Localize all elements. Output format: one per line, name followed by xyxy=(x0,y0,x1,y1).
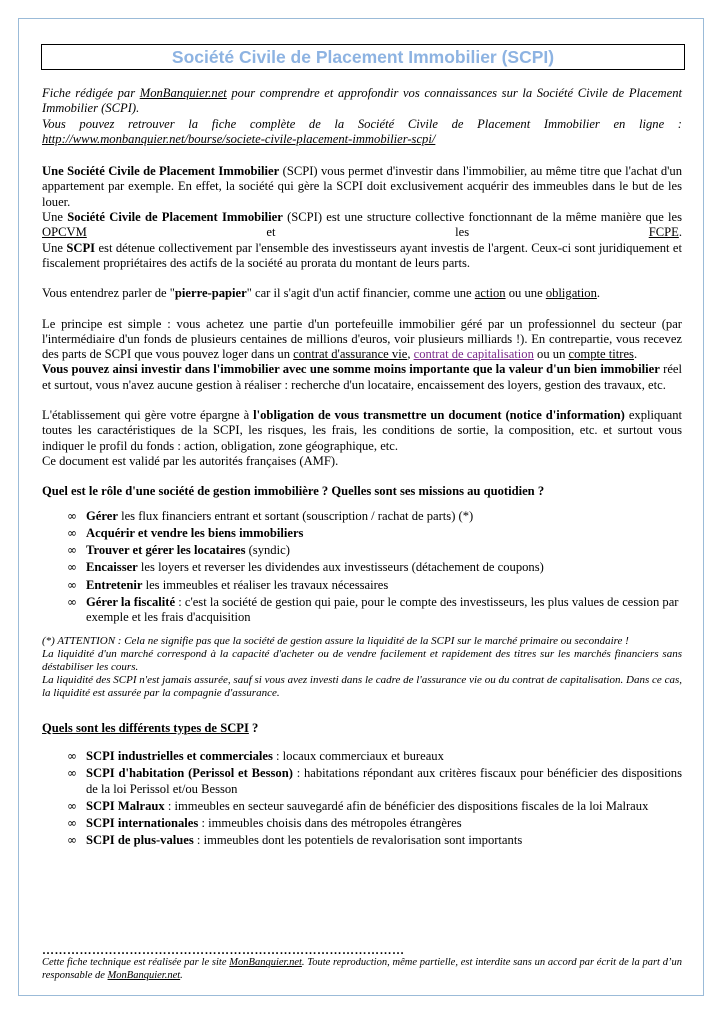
list-item: ∞ Acquérir et vendre les biens immobiliers xyxy=(67,525,304,540)
infinity-bullet-icon: ∞ xyxy=(67,766,77,781)
intro-paragraph: Fiche rédigée par MonBanquier.net pour comprendre et approfondir vos connaissances sur la Société Civile de Placement Immobilier (SCPI). xyxy=(42,86,682,116)
principe-bold-paragraph: Vous pouvez ainsi investir dans l'immobilier avec une somme moins importante que la valeur d'un bien immobilier réel et surtout, vous n'avez aucune gestion à réaliser : recherche d'un locataire, encaissement des loyers, gestion des travaux, etc. xyxy=(42,362,682,392)
infinity-bullet-icon: ∞ xyxy=(67,798,77,813)
list-item: ∞ SCPI industrielles et commerciales : locaux commerciaux et bureaux xyxy=(67,748,444,763)
list-item: ∞ Encaisser les loyers et reverser les dividendes aux investisseurs (détachement de coupons) xyxy=(67,560,544,575)
scpi-link[interactable]: SCPI xyxy=(220,720,249,735)
capitalisation-link[interactable]: contrat de capitalisation xyxy=(413,347,534,362)
opcvm-link[interactable]: OPCVM xyxy=(42,225,87,240)
list-item: ∞ Trouver et gérer les locataires (syndic) xyxy=(67,543,290,558)
footer-text: Cette fiche technique est réalisée par le site MonBanquier.net. Toute reproduction, même partielle, est interdite sans un accord par écrit de la part d’un responsable de MonBanquier.net. xyxy=(42,957,682,981)
principe-paragraph: Le principe est simple : vous achetez une partie d'un portefeuille immobilier géré par un professionnel du secteur (par l'intermédiaire d'un fonds de plusieurs centaines de millions d'euros, voir plusieurs milliards !). En contrepartie, vous recevez des parts de SCPI que vous pouvez loger dans un contrat d'assurance vie, contrat de capitalisation ou un compte titres. xyxy=(42,316,682,362)
infinity-bullet-icon: ∞ xyxy=(67,560,77,575)
attention-note: (*) ATTENTION : Cela ne signifie pas que la société de gestion assure la liquidité de la SCPI sur le marché primaire ou secondaire ! La liquidité d'un marché correspond à la capacité d'acheter ou de vendre facilement et rapidement des titres sur les marchés financiers sans déstabiliser les cours. La liquidité des SCPI n'est jamais assurée, sauf si vous avez investi dans le cadre de l'assurance vie ou du contrat de capitalisation. Dans ce cas, la liquidité est assurée par la compagnie d'assurance. xyxy=(42,634,682,700)
list-item: ∞ Entretenir les immeubles et réaliser les travaux nécessaires xyxy=(67,577,389,592)
action-link[interactable]: action xyxy=(474,286,506,301)
site-link[interactable]: MonBanquier.net xyxy=(139,86,227,100)
list-item: ∞ SCPI internationales : immeubles choisis dans des métropoles étrangères xyxy=(67,816,462,831)
list-item: ∞ Gérer les flux financiers entrant et sortant (souscription / rachat de parts) (*) xyxy=(67,508,474,523)
infinity-bullet-icon: ∞ xyxy=(67,833,77,848)
list-item: ∞ SCPI de plus-values : immeubles dont les potentiels de revalorisation sont importants xyxy=(67,833,523,848)
definition-line-1: Une Société Civile de Placement Immobilier (SCPI) vous permet d'investir dans l'immobilier, au même titre que l'achat d'un appartement par exemple. En effet, la société qui gère la SCPI doit exclusivement acquérir des immeubles dans le but de les louer. xyxy=(42,164,682,209)
online-url-link[interactable]: http://www.monbanquier.net/bourse/societe-civile-placement-immobilier-scpi/ xyxy=(42,131,436,146)
pierre-papier-paragraph: Vous entendrez parler de "pierre-papier" car il s'agit d'un actif financier, comme une action ou une obligation. xyxy=(42,286,601,301)
assurance-vie-link[interactable]: contrat d'assurance vie xyxy=(293,347,408,362)
infinity-bullet-icon: ∞ xyxy=(67,508,77,523)
footer-site-link-2[interactable]: MonBanquier.net xyxy=(107,970,181,981)
definition-line-2: Une Société Civile de Placement Immobilier (SCPI) est une structure collective fonctionnant de la même manière que les OPCVM et les FCPE. xyxy=(42,210,683,240)
types-heading: Quels sont les différents types de SCPI ? xyxy=(42,720,259,735)
page-title: Société Civile de Placement Immobilier (SCPI) xyxy=(41,44,685,70)
definition-line-3: Une SCPI est détenue collectivement par l'ensemble des investisseurs ayant investis de l'argent. Ceux-ci sont juridiquement et fiscalement propriétaires des actifs de la société au prorata du montant de leurs parts. xyxy=(42,240,682,270)
infinity-bullet-icon: ∞ xyxy=(67,748,77,763)
infinity-bullet-icon: ∞ xyxy=(67,577,77,592)
footer-site-link[interactable]: MonBanquier.net xyxy=(229,957,302,968)
obligation-link[interactable]: obligation xyxy=(545,286,597,301)
intro-online: Vous pouvez retrouver la fiche complète de la Société Civile de Placement Immobilier en ligne : http://www.monbanquier.net/bourse/societe-civile-placement-immobilier-scpi/ xyxy=(42,116,682,146)
compte-titres-link[interactable]: compte titres xyxy=(568,347,634,362)
footer xyxy=(42,944,682,982)
role-list xyxy=(42,509,682,626)
infinity-bullet-icon: ∞ xyxy=(67,543,77,558)
amf-line: Ce document est validé par les autorités françaises (AMF). xyxy=(42,453,339,468)
types-list xyxy=(42,749,682,849)
role-heading: Quel est le rôle d'une société de gestion immobilière ? Quelles sont ses missions au quotidien ? xyxy=(42,484,545,499)
etablissement-paragraph: L'établissement qui gère votre épargne à l'obligation de vous transmettre un document (notice d'information) expliquant toutes les caractéristiques de la SCPI, les risques, les frais, les conditions de sortie, la composition, etc. et surtout vous indiquer le profil du fonds : action, obligation, zone géographique, etc. xyxy=(42,408,682,453)
infinity-bullet-icon: ∞ xyxy=(67,595,77,610)
list-item: ∞ Gérer la fiscalité : c'est la société de gestion qui paie, pour le compte des investisseurs, les plus values de cession par exemple et les frais d'acquisition xyxy=(67,595,679,625)
document-body xyxy=(42,86,682,851)
list-item: ∞ SCPI Malraux : immeubles en secteur sauvegardé afin de bénéficier des dispositions fiscales de la loi Malraux xyxy=(67,798,649,813)
infinity-bullet-icon: ∞ xyxy=(67,525,77,540)
footer-dots: …………………………………………………………………………… xyxy=(42,943,405,957)
fcpe-link[interactable]: FCPE xyxy=(648,225,679,240)
infinity-bullet-icon: ∞ xyxy=(67,816,77,831)
list-item: ∞ SCPI d'habitation (Perissol et Besson) : habitations répondant aux critères fiscaux pour bénéficier des dispositions de la loi Perissol et/ou Besson xyxy=(67,766,682,796)
